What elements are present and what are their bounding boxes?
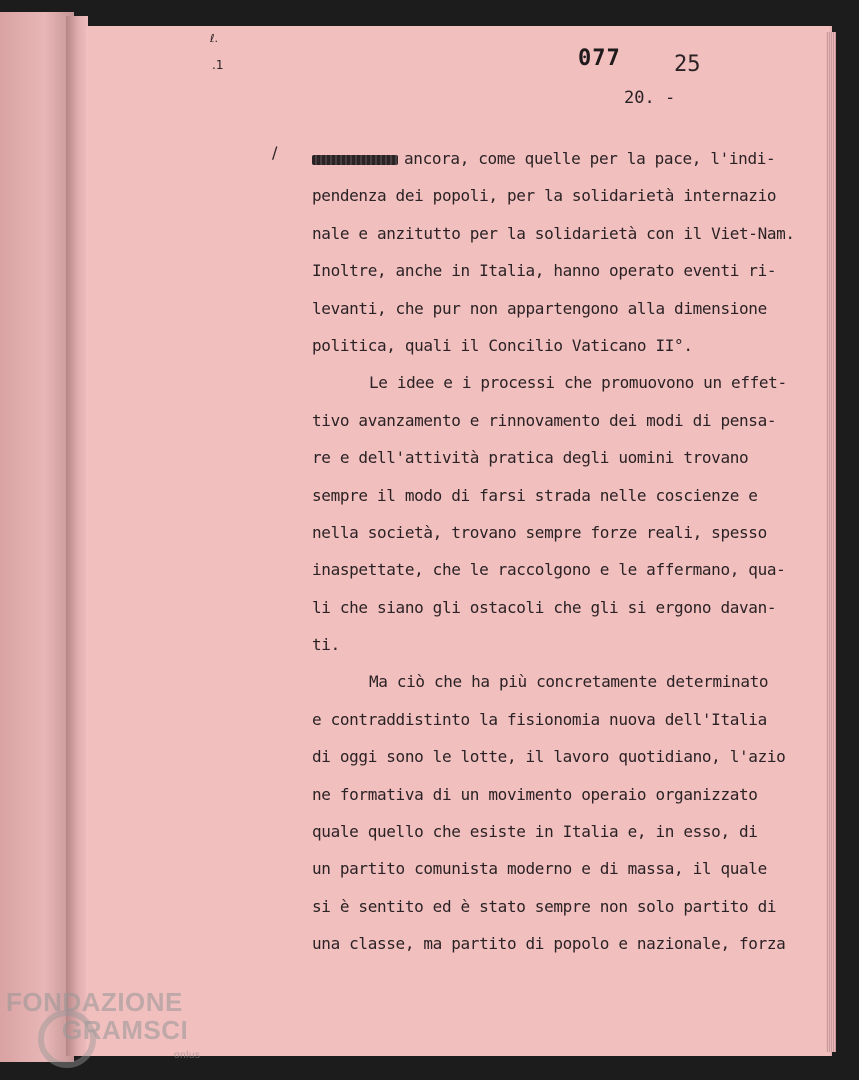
text-line: Ma ciò che ha più concretamente determinato: [369, 672, 769, 692]
text-line: pendenza dei popoli, per la solidarietà internazio: [312, 186, 777, 206]
text-line: re e dell'attività pratica degli uomini trovano: [312, 448, 749, 468]
text-line: li che siano gli ostacoli che gli si ergono davan-: [312, 597, 777, 617]
paragraph: [312, 368, 832, 667]
left-margin-dots: .1: [212, 58, 224, 72]
text-line: nella società, trovano sempre forze reali, spesso: [312, 522, 767, 542]
watermark-line-1: FONDAZIONE: [6, 987, 183, 1017]
text-line: nale e anzitutto per la solidarietà con il Viet-Nam.: [312, 223, 795, 243]
text-line: Inoltre, anche in Italia, hanno operato eventi ri-: [312, 261, 777, 281]
page-number: 20. -: [624, 88, 676, 108]
page-gutter: [66, 16, 88, 1056]
pencil-mark: ℓ.: [210, 32, 219, 45]
text-line: politica, quali il Concilio Vaticano II°.: [312, 335, 693, 355]
watermark-line-3: onlus: [174, 1050, 201, 1061]
text-line: Le idee e i processi che promuovono un effet-: [369, 373, 787, 393]
paragraph: [312, 144, 832, 368]
text-line: di oggi sono le lotte, il lavoro quotidiano, l'azio: [312, 747, 786, 767]
text-line: ne formativa di un movimento operaio organizzato: [312, 784, 758, 804]
paragraph: [312, 667, 832, 966]
text-line: tivo avanzamento e rinnovamento dei modi di pensa-: [312, 410, 777, 430]
text-line: si è sentito ed è stato sempre non solo partito di: [312, 896, 777, 916]
archive-number-stamp: 077: [578, 46, 621, 71]
text-line: ti.: [312, 635, 340, 655]
typed-body: [312, 144, 832, 967]
struck-out-word: [312, 155, 398, 165]
facing-page: [0, 12, 74, 1062]
margin-slash: /: [272, 143, 278, 162]
text-line: levanti, che pur non appartengono alla dimensione: [312, 298, 767, 318]
text-line: un partito comunista moderno e di massa, il quale: [312, 859, 767, 879]
text-line: sempre il modo di farsi strada nelle coscienze e: [312, 485, 758, 505]
watermark-line-2: GRAMSCI: [62, 1015, 189, 1045]
text-line: ancora, come quelle per la pace, l'indi-: [312, 144, 832, 181]
text-line: inaspettate, che le raccolgono e le affermano, qua-: [312, 560, 786, 580]
text-line: una classe, ma partito di popolo e nazionale, forza: [312, 934, 786, 954]
watermark: [6, 987, 201, 1061]
text-line: e contraddistinto la fisionomia nuova dell'Italia: [312, 709, 767, 729]
sheet-number: 25: [674, 52, 701, 77]
text-line: quale quello che esiste in Italia e, in esso, di: [312, 822, 758, 842]
